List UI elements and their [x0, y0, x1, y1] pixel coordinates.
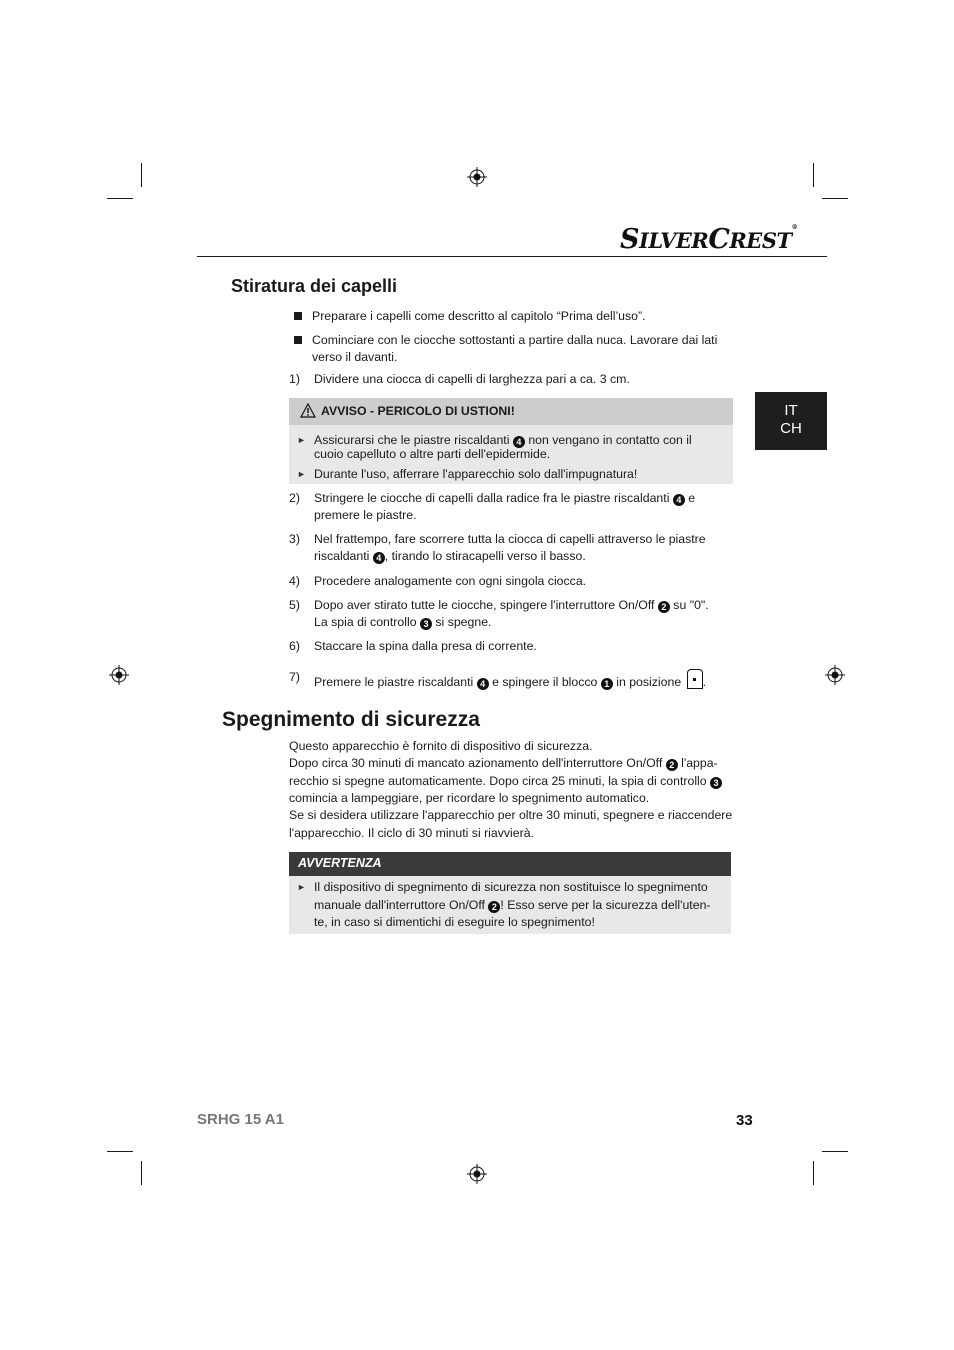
section-title: Stiratura dei capelli: [231, 276, 398, 296]
note-text: te, in caso si dimentichi di eseguire lo spegnimento!: [314, 915, 595, 929]
step-text: Staccare la spina dalla presa di corrente.: [314, 639, 537, 653]
warning-title: AVVISO - PERICOLO DI USTIONI!: [321, 404, 515, 418]
crop-mark: [141, 163, 142, 187]
warning-item: Durante l'uso, afferrare l'apparecchio solo dall'impugnatura!: [314, 467, 638, 481]
crop-mark: [822, 198, 848, 199]
bullet-text: verso il davanti.: [312, 350, 398, 364]
step-number: 1): [289, 372, 300, 386]
bullet-square-icon: [294, 312, 302, 320]
body-text: l'apparecchio. Il ciclo di 30 minuti si riavvierà.: [289, 826, 534, 840]
ref-number-icon: 1: [601, 678, 613, 690]
arrow-bullet-icon: ►: [297, 882, 306, 892]
step-text: premere le piastre.: [314, 508, 417, 522]
crop-mark: [822, 1151, 848, 1152]
body-text: comincia a lampeggiare, per ricordare lo spegnimento automatico.: [289, 791, 650, 805]
step-number: 6): [289, 639, 300, 653]
ref-number-icon: 3: [420, 618, 432, 630]
registration-mark-icon: [825, 665, 845, 685]
body-text: Se si desidera utilizzare l'apparecchio per oltre 30 minuti, spegnere e riaccendere: [289, 808, 733, 822]
step-text: Dopo aver stirato tutte le ciocche, spingere l'interruttore On/Off 2 su "0".: [314, 598, 709, 612]
step-text: Procedere analogamente con ogni singola ciocca.: [314, 574, 587, 588]
registration-mark-icon: [109, 665, 129, 685]
step-number: 3): [289, 532, 300, 546]
step-text: La spia di controllo 3 si spegne.: [314, 615, 492, 629]
section-title: Spegnimento di sicurezza: [222, 708, 480, 731]
bullet-square-icon: [294, 336, 302, 344]
header-rule: [197, 256, 827, 257]
warning-triangle-icon: [300, 403, 316, 418]
step-text: Premere le piastre riscaldanti 4 e spingere il blocco 1 in posizione .: [314, 669, 706, 691]
arrow-bullet-icon: ►: [297, 469, 306, 479]
note-text: Il dispositivo di spegnimento di sicurezza non sostituisce lo spegnimento: [314, 880, 708, 894]
registration-mark-icon: [467, 167, 487, 187]
step-number: 5): [289, 598, 300, 612]
warning-item: Assicurarsi che le piastre riscaldanti 4 non vengano in contatto con il: [314, 433, 692, 447]
crop-mark: [107, 198, 133, 199]
body-text: recchio si spegne automaticamente. Dopo circa 25 minuti, la spia di controllo 3: [289, 773, 722, 790]
arrow-bullet-icon: ►: [297, 435, 306, 445]
registration-mark-icon: [467, 1164, 487, 1184]
step-text: Dividere una ciocca di capelli di larghezza pari a ca. 3 cm.: [314, 372, 630, 386]
ref-number-icon: 4: [477, 678, 489, 690]
note-title: AVVERTENZA: [298, 856, 382, 870]
language-tab: IT CH: [755, 392, 827, 450]
lock-position-icon: [687, 669, 703, 689]
warning-item: cuoio capelluto o altre parti dell'epidermide.: [314, 447, 551, 461]
crop-mark: [813, 163, 814, 187]
ref-number-icon: 2: [666, 759, 678, 771]
crop-mark: [141, 1161, 142, 1185]
ref-number-icon: 4: [373, 552, 385, 564]
ref-number-icon: 2: [488, 901, 500, 913]
ref-number-icon: 4: [673, 494, 685, 506]
step-number: 7): [289, 670, 300, 684]
step-number: 4): [289, 574, 300, 588]
model-number: SRHG 15 A1: [197, 1111, 284, 1128]
step-text: Stringere le ciocche di capelli dalla radice fra le piastre riscaldanti 4 e: [314, 491, 696, 505]
step-text: riscaldanti 4 , tirando lo stiracapelli verso il basso.: [314, 549, 586, 563]
page-number: 33: [736, 1112, 753, 1129]
brand-logo: SILVERCREST®: [620, 224, 798, 255]
body-text: Dopo circa 30 minuti di mancato azionamento dell'interruttore On/Off 2 l'appa-: [289, 756, 718, 770]
ref-number-icon: 3: [710, 777, 722, 789]
step-number: 2): [289, 491, 300, 505]
bullet-text: Cominciare con le ciocche sottostanti a partire dalla nuca. Lavorare dai lati: [312, 333, 718, 347]
body-text: Questo apparecchio è fornito di dispositivo di sicurezza.: [289, 739, 593, 753]
step-text: Nel frattempo, fare scorrere tutta la ciocca di capelli attraverso le piastre: [314, 532, 706, 546]
crop-mark: [107, 1151, 133, 1152]
note-text: manuale dall'interruttore On/Off 2 ! Esso serve per la sicurezza dell'uten-: [314, 898, 711, 912]
crop-mark: [813, 1161, 814, 1185]
bullet-text: Preparare i capelli come descritto al capitolo “Prima dell’uso”.: [312, 309, 646, 323]
ref-number-icon: 2: [658, 601, 670, 613]
ref-number-icon: 4: [513, 436, 525, 448]
